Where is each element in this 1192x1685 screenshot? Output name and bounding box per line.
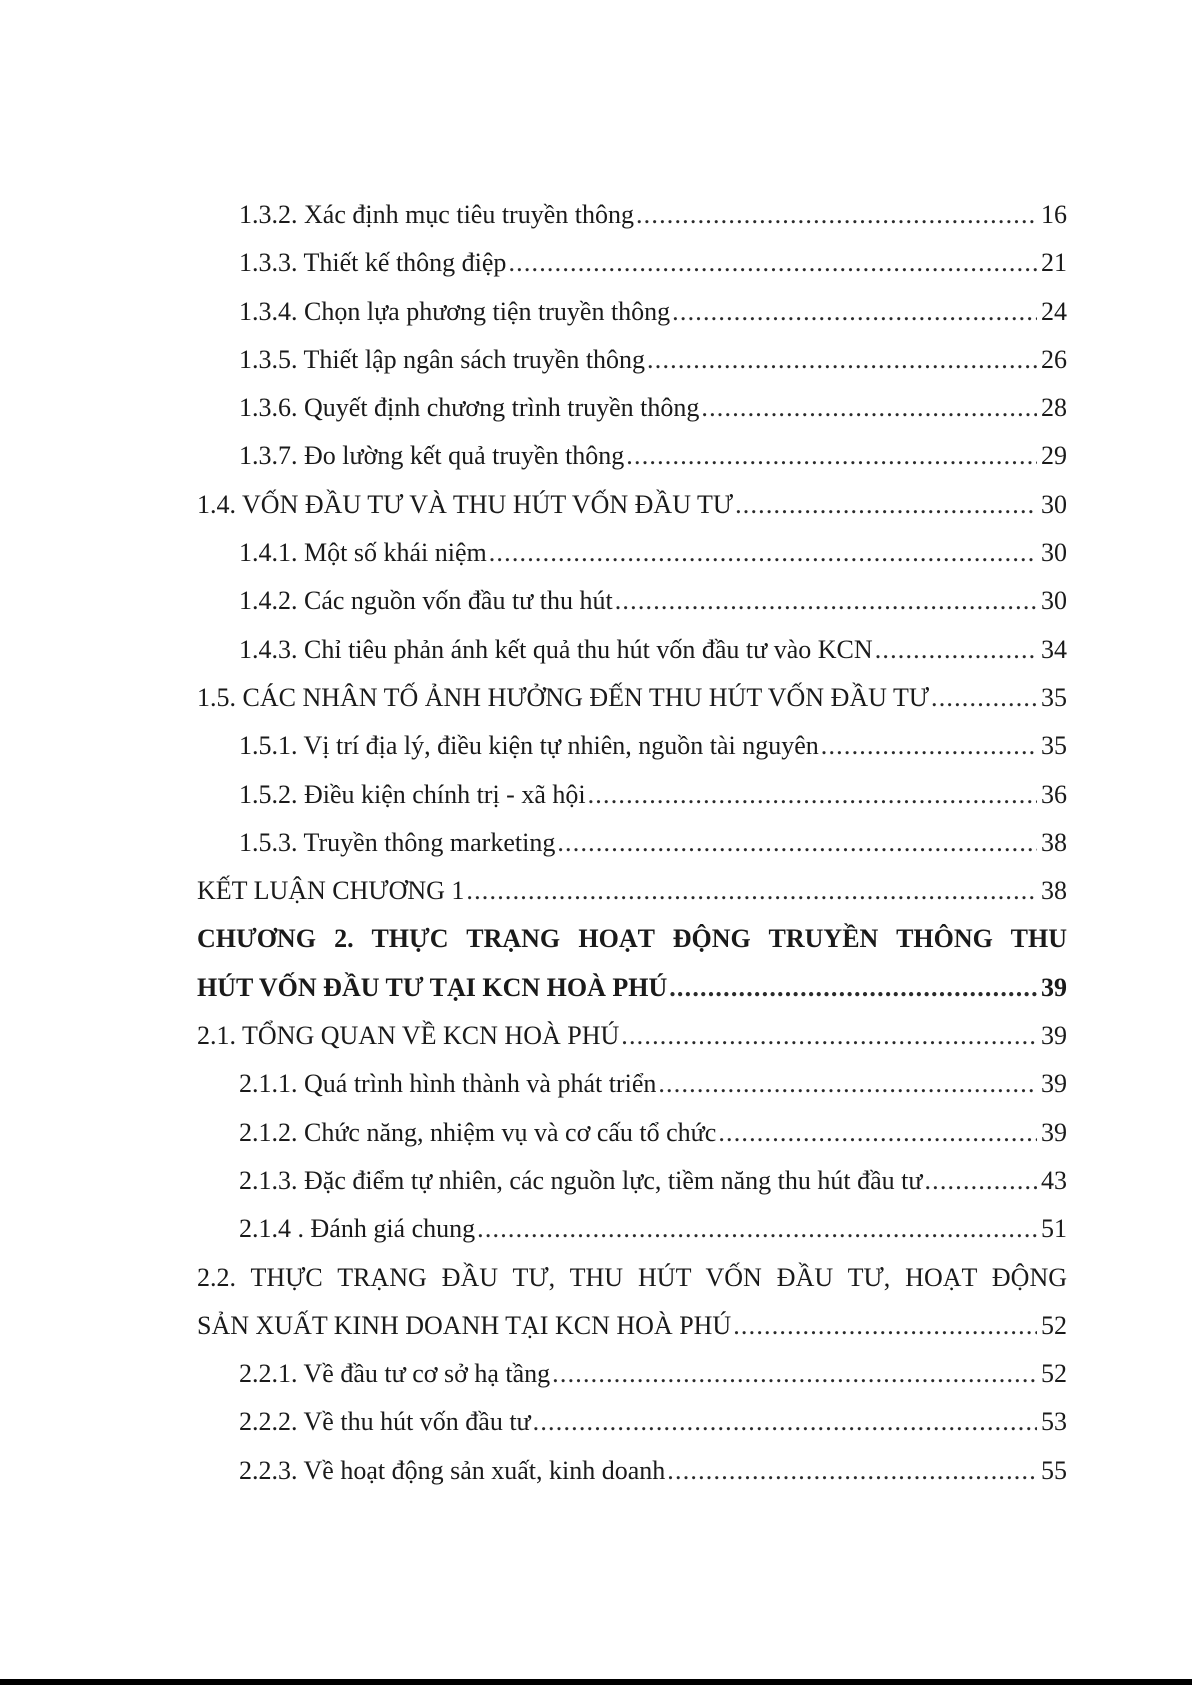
toc-entry[interactable] bbox=[197, 626, 1067, 674]
toc-entry-page-number: 53 bbox=[1041, 1407, 1067, 1437]
toc-entry-title: 1.3.4. Chọn lựa phương tiện truyền thông bbox=[239, 296, 671, 326]
toc-entry[interactable] bbox=[197, 288, 1067, 336]
toc-entry[interactable] bbox=[197, 674, 1067, 722]
toc-entry-title: 1.3.2. Xác định mục tiêu truyền thông bbox=[239, 200, 634, 229]
toc-entry[interactable] bbox=[197, 1012, 1067, 1060]
toc-entry[interactable] bbox=[197, 191, 1067, 239]
dot-leader bbox=[667, 1447, 1037, 1495]
toc-entry-title: 1.5.2. Điều kiện chính trị - xã hội bbox=[239, 779, 586, 809]
toc-entry-page-number: 51 bbox=[1041, 1214, 1067, 1244]
toc-entry[interactable] bbox=[197, 1398, 1067, 1446]
toc-entry-title: 2.1.4 . Đánh giá chung bbox=[239, 1214, 476, 1244]
toc-entry[interactable] bbox=[197, 964, 1067, 1012]
toc-entry-title: 1.4. VỐN ĐẦU TƯ VÀ THU HÚT VỐN ĐẦU TƯ bbox=[197, 489, 734, 519]
toc-entry[interactable] bbox=[197, 819, 1067, 867]
dot-leader bbox=[733, 1302, 1037, 1350]
toc-entry[interactable] bbox=[197, 481, 1067, 529]
toc-entry[interactable] bbox=[197, 432, 1067, 480]
table-of-contents bbox=[197, 191, 1067, 1495]
dot-leader bbox=[821, 722, 1037, 770]
toc-entry-title: KẾT LUẬN CHƯƠNG 1 bbox=[197, 876, 465, 906]
dot-leader bbox=[533, 1398, 1037, 1446]
toc-entry-title: 1.5. CÁC NHÂN TỐ ẢNH HƯỞNG ĐẾN THU HÚT VỐN ĐẦU TƯ bbox=[197, 682, 929, 712]
toc-entry-title: HÚT VỐN ĐẦU TƯ TẠI KCN HOÀ PHÚ bbox=[197, 972, 668, 1002]
toc-entry-page-number: 21 bbox=[1041, 248, 1067, 278]
toc-entry-page-number: 30 bbox=[1041, 586, 1067, 616]
dot-leader bbox=[626, 432, 1037, 480]
dot-leader bbox=[621, 1012, 1037, 1060]
toc-entry-page-number: 26 bbox=[1041, 344, 1067, 374]
toc-entry-title: 1.4.3. Chỉ tiêu phản ánh kết quả thu hút vốn đầu tư vào KCN bbox=[239, 634, 873, 664]
toc-entry-page-number: 52 bbox=[1041, 1359, 1067, 1389]
dot-leader bbox=[466, 867, 1037, 915]
dot-leader bbox=[931, 674, 1037, 722]
dot-leader bbox=[615, 577, 1037, 625]
toc-entry-title: 1.5.1. Vị trí địa lý, điều kiện tự nhiên, nguồn tài nguyên bbox=[239, 731, 819, 761]
toc-entry[interactable] bbox=[197, 336, 1067, 384]
toc-entry[interactable] bbox=[197, 1157, 1067, 1205]
dot-leader bbox=[718, 1109, 1037, 1157]
dot-leader bbox=[875, 626, 1037, 674]
toc-entry-page-number: 39 bbox=[1041, 1117, 1067, 1147]
toc-entry[interactable] bbox=[197, 1109, 1067, 1157]
dot-leader bbox=[672, 288, 1037, 336]
dot-leader bbox=[477, 1205, 1037, 1253]
toc-entry-page-number: 16 bbox=[1041, 200, 1067, 229]
dot-leader bbox=[552, 1350, 1037, 1398]
dot-leader bbox=[557, 819, 1037, 867]
dot-leader bbox=[701, 384, 1037, 432]
dot-leader bbox=[588, 771, 1037, 819]
dot-leader bbox=[735, 481, 1037, 529]
toc-entry-title: 1.5.3. Truyền thông marketing bbox=[239, 827, 556, 857]
toc-entry-title: SẢN XUẤT KINH DOANH TẠI KCN HOÀ PHÚ bbox=[197, 1310, 732, 1340]
toc-entry-title: 2.2.1. Về đầu tư cơ sở hạ tầng bbox=[239, 1359, 551, 1389]
dot-leader bbox=[669, 964, 1037, 1012]
toc-heading-first-line: CHƯƠNG 2. THỰC TRẠNG HOẠT ĐỘNG TRUYỀN THÔNG THU bbox=[197, 924, 1067, 954]
toc-entry-page-number: 30 bbox=[1041, 538, 1067, 568]
toc-entry-page-number: 39 bbox=[1041, 1021, 1067, 1051]
toc-entry-page-number: 28 bbox=[1041, 393, 1067, 423]
toc-entry[interactable] bbox=[197, 1205, 1067, 1253]
dot-leader bbox=[489, 529, 1037, 577]
toc-entry-page-number: 52 bbox=[1041, 1310, 1067, 1340]
dot-leader bbox=[924, 1157, 1037, 1205]
toc-entry[interactable] bbox=[197, 529, 1067, 577]
toc-entry-page-number: 39 bbox=[1041, 972, 1067, 1002]
dot-leader bbox=[658, 1060, 1037, 1108]
toc-entry-page-number: 34 bbox=[1041, 634, 1067, 664]
toc-heading-first-line: 2.2. THỰC TRẠNG ĐẦU TƯ, THU HÚT VỐN ĐẦU TƯ, HOẠT ĐỘNG bbox=[197, 1262, 1067, 1292]
toc-entry-title: 2.2.2. Về thu hút vốn đầu tư bbox=[239, 1407, 531, 1437]
toc-entry-title: 2.1. TỔNG QUAN VỀ KCN HOÀ PHÚ bbox=[197, 1021, 620, 1051]
toc-entry[interactable] bbox=[197, 722, 1067, 770]
toc-entry-title: 2.1.2. Chức năng, nhiệm vụ và cơ cấu tổ chức bbox=[239, 1117, 717, 1147]
toc-entry-title: 1.4.2. Các nguồn vốn đầu tư thu hút bbox=[239, 586, 613, 616]
toc-entry-page-number: 39 bbox=[1041, 1069, 1067, 1099]
toc-entry-page-number: 35 bbox=[1041, 731, 1067, 761]
toc-entry[interactable] bbox=[197, 867, 1067, 915]
toc-entry-page-number: 38 bbox=[1041, 827, 1067, 857]
toc-entry[interactable] bbox=[197, 1350, 1067, 1398]
toc-entry-title: 2.1.3. Đặc điểm tự nhiên, các nguồn lực, tiềm năng thu hút đầu tư bbox=[239, 1165, 923, 1195]
dot-leader bbox=[508, 239, 1037, 287]
toc-entry-page-number: 43 bbox=[1041, 1165, 1067, 1195]
toc-entry-title: 2.1.1. Quá trình hình thành và phát triển bbox=[239, 1069, 657, 1099]
bottom-edge-bar bbox=[0, 1679, 1192, 1685]
toc-entry[interactable] bbox=[197, 239, 1067, 287]
toc-entry-page-number: 29 bbox=[1041, 441, 1067, 471]
toc-entry[interactable] bbox=[197, 1060, 1067, 1108]
toc-entry-page-number: 55 bbox=[1041, 1455, 1067, 1485]
toc-entry-page-number: 30 bbox=[1041, 489, 1067, 519]
toc-entry-title: 2.2.3. Về hoạt động sản xuất, kinh doanh bbox=[239, 1455, 666, 1485]
toc-entry[interactable] bbox=[197, 1302, 1067, 1350]
toc-entry[interactable] bbox=[197, 771, 1067, 819]
toc-entry-title: 1.4.1. Một số khái niệm bbox=[239, 538, 487, 568]
toc-entry-title: 1.3.3. Thiết kế thông điệp bbox=[239, 248, 507, 278]
toc-entry-title: 1.3.6. Quyết định chương trình truyền thông bbox=[239, 393, 700, 423]
toc-entry-page-number: 24 bbox=[1041, 296, 1067, 326]
toc-entry[interactable] bbox=[197, 384, 1067, 432]
dot-leader bbox=[647, 336, 1037, 384]
toc-entry[interactable] bbox=[197, 1447, 1067, 1495]
toc-entry-title: 1.3.7. Đo lường kết quả truyền thông bbox=[239, 441, 625, 471]
toc-entry-title: 1.3.5. Thiết lập ngân sách truyền thông bbox=[239, 344, 646, 374]
toc-entry-page-number: 35 bbox=[1041, 682, 1067, 712]
toc-entry-page-number: 38 bbox=[1041, 876, 1067, 906]
dot-leader bbox=[636, 191, 1037, 239]
toc-entry-page-number: 36 bbox=[1041, 779, 1067, 809]
toc-entry[interactable] bbox=[197, 577, 1067, 625]
